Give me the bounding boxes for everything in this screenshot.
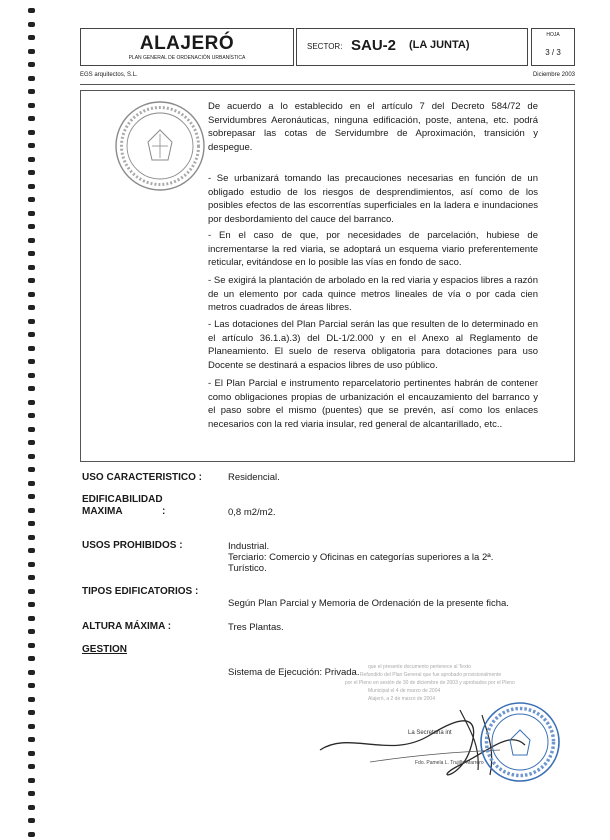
punch-hole [28, 346, 35, 351]
plan-subtitle: PLAN GENERAL DE ORDENACIÓN URBANÍSTICA [128, 55, 246, 61]
punch-hole [28, 683, 35, 688]
sector-label: SECTOR: [307, 42, 343, 51]
punch-hole [28, 454, 35, 459]
punch-hole [28, 22, 35, 27]
punch-hole [28, 481, 35, 486]
punch-hole [28, 373, 35, 378]
punch-hole [28, 265, 35, 270]
edificabilidad-value: 0,8 m2/m2. [228, 507, 276, 518]
punch-hole [28, 35, 35, 40]
edificabilidad-label: EDIFICABILIDAD [82, 494, 163, 505]
condition-paragraph: - En el caso de que, por necesidades de parcelación, hubiese de incrementarse la red viaria, se adoptará un esquema viario preferentemente reticular, evitándose en lo posible las vías en fondo de saco. [208, 230, 538, 268]
stamp-text-line: por el Pleno en sesión de 30 de diciembre de 2003 y aprobados por el Pleno [345, 680, 515, 686]
punch-hole [28, 76, 35, 81]
binding-holes [0, 0, 20, 840]
punch-hole [28, 589, 35, 594]
official-stamp-icon [478, 700, 562, 784]
condition-paragraph: - Se exigirá la plantación de arbolado en la red viaria y espacios libres a razón de un elemento por cada quince metros lineales de vía o por cada cien metros cuadrados de áreas libres. [208, 275, 538, 313]
prohibido-item: Turístico. [228, 563, 267, 574]
punch-hole [28, 359, 35, 364]
sistema-ejecucion: Sistema de Ejecución: Privada. [228, 667, 360, 678]
punch-hole [28, 319, 35, 324]
municipal-seal-icon [112, 98, 208, 194]
document-header [80, 28, 575, 66]
punch-hole [28, 710, 35, 715]
punch-hole [28, 656, 35, 661]
tipos-edificatorios-label: TIPOS EDIFICATORIOS : [82, 586, 199, 597]
punch-hole [28, 211, 35, 216]
punch-hole [28, 305, 35, 310]
condition-paragraph: - Se urbanizará tomando las precauciones necesarias en función de un obligado estudio de los riesgos de desprendimientos, así como de los posibles efectos de las escorrentías superficiales en la ladera e inundaciones por desbordamiento del cauce del barranco. [208, 173, 538, 225]
punch-hole [28, 494, 35, 499]
punch-hole [28, 724, 35, 729]
prohibido-item: Industrial. [228, 541, 270, 552]
punch-hole [28, 643, 35, 648]
punch-hole [28, 400, 35, 405]
punch-hole [28, 764, 35, 769]
sheet-number: 3 / 3 [545, 48, 561, 57]
punch-hole [28, 508, 35, 513]
stamp-text-line: Alajeró, a 2 de marzo de 2004 [368, 696, 435, 702]
punch-hole [28, 386, 35, 391]
punch-hole [28, 278, 35, 283]
firm-name: EGS arquitectos, S.L. [80, 72, 138, 78]
punch-hole [28, 130, 35, 135]
punch-hole [28, 818, 35, 823]
sheet-box [531, 28, 575, 66]
condition-paragraph: - El Plan Parcial e instrumento reparcelatorio pertinentes habrán de contener como obligaciones propias de urbanización el encauzamiento del barranco y el paso sobre el mismo (puentes) que se prevén, así como los enlaces necesarios con la red viaria insular, red general de alcantarillado, etc.. [208, 378, 538, 430]
sector-code: SAU-2 [351, 37, 397, 54]
punch-hole [28, 535, 35, 540]
punch-hole [28, 8, 35, 13]
document-date: Diciembre 2003 [532, 72, 575, 78]
town-box [80, 28, 294, 66]
punch-hole [28, 791, 35, 796]
punch-hole [28, 62, 35, 67]
header-rule [80, 84, 575, 85]
usos-prohibidos-label: USOS PROHIBIDOS : [82, 540, 183, 551]
punch-hole [28, 832, 35, 837]
punch-hole [28, 602, 35, 607]
tipos-edificatorios-value: Según Plan Parcial y Memoria de Ordenación de la presente ficha. [228, 598, 509, 609]
punch-hole [28, 49, 35, 54]
punch-hole [28, 116, 35, 121]
punch-hole [28, 292, 35, 297]
punch-hole [28, 575, 35, 580]
altura-maxima-label: ALTURA MÁXIMA : [82, 621, 172, 632]
condition-paragraph: - Las dotaciones del Plan Parcial serán las que resulten de lo determinado en el artículo 36.1.a).3) del DL-1/2.000 y en el Anexo al Reglamento de Planeamiento. El suelo de reserva obligatoria para dotaciones para uso Docente se destinará a espacios libres de uso público. [208, 319, 538, 371]
uso-value: Residencial. [228, 472, 280, 483]
gestion-heading: GESTION [82, 644, 128, 655]
punch-hole [28, 103, 35, 108]
sector-box [296, 28, 528, 66]
punch-hole [28, 778, 35, 783]
secretary-title: La Secretaria int [408, 730, 452, 736]
stamp-text-line: Refundido del Plan General que fue aprobado provisionalmente [360, 672, 502, 678]
punch-hole [28, 629, 35, 634]
punch-hole [28, 427, 35, 432]
uso-label: USO CARACTERISTICO : [82, 472, 202, 483]
altura-maxima-value: Tres Plantas. [228, 622, 284, 633]
stamp-text-line: Municipal el 4 de marzo de 2004 [368, 688, 441, 694]
edificabilidad-colon: : [162, 506, 166, 517]
sector-name: (LA JUNTA) [409, 39, 470, 51]
punch-hole [28, 548, 35, 553]
maxima-label: MAXIMA [82, 506, 123, 517]
punch-hole [28, 89, 35, 94]
punch-hole [28, 224, 35, 229]
punch-hole [28, 197, 35, 202]
town-name: ALAJERÓ [139, 33, 235, 54]
punch-hole [28, 143, 35, 148]
punch-hole [28, 562, 35, 567]
condition-paragraph: De acuerdo a lo establecido en el artículo 7 del Decreto 584/72 de Servidumbres Aeronáuticas, ninguna edificación, poste, antena, etc. podrá sobrepasar las cotas de Servidumbre de Aproximación, transición y despegue. [208, 101, 538, 153]
punch-hole [28, 521, 35, 526]
sheet-label: HOJA [546, 32, 560, 38]
punch-hole [28, 697, 35, 702]
punch-hole [28, 238, 35, 243]
punch-hole [28, 805, 35, 810]
punch-hole [28, 184, 35, 189]
punch-hole [28, 413, 35, 418]
punch-hole [28, 751, 35, 756]
stamp-text-line: que el presente documento pertenece al Texto [368, 664, 471, 670]
punch-hole [28, 737, 35, 742]
punch-hole [28, 251, 35, 256]
punch-hole [28, 332, 35, 337]
punch-hole [28, 157, 35, 162]
meta-line [80, 72, 575, 84]
punch-hole [28, 670, 35, 675]
signatory-name: Fdo. Pamela L. Trujillo Marrero [415, 760, 484, 766]
punch-hole [28, 170, 35, 175]
punch-hole [28, 467, 35, 472]
punch-hole [28, 616, 35, 621]
punch-hole [28, 440, 35, 445]
prohibido-item: Terciario: Comercio y Oficinas en categorías superiores a la 2ª. [228, 552, 494, 563]
